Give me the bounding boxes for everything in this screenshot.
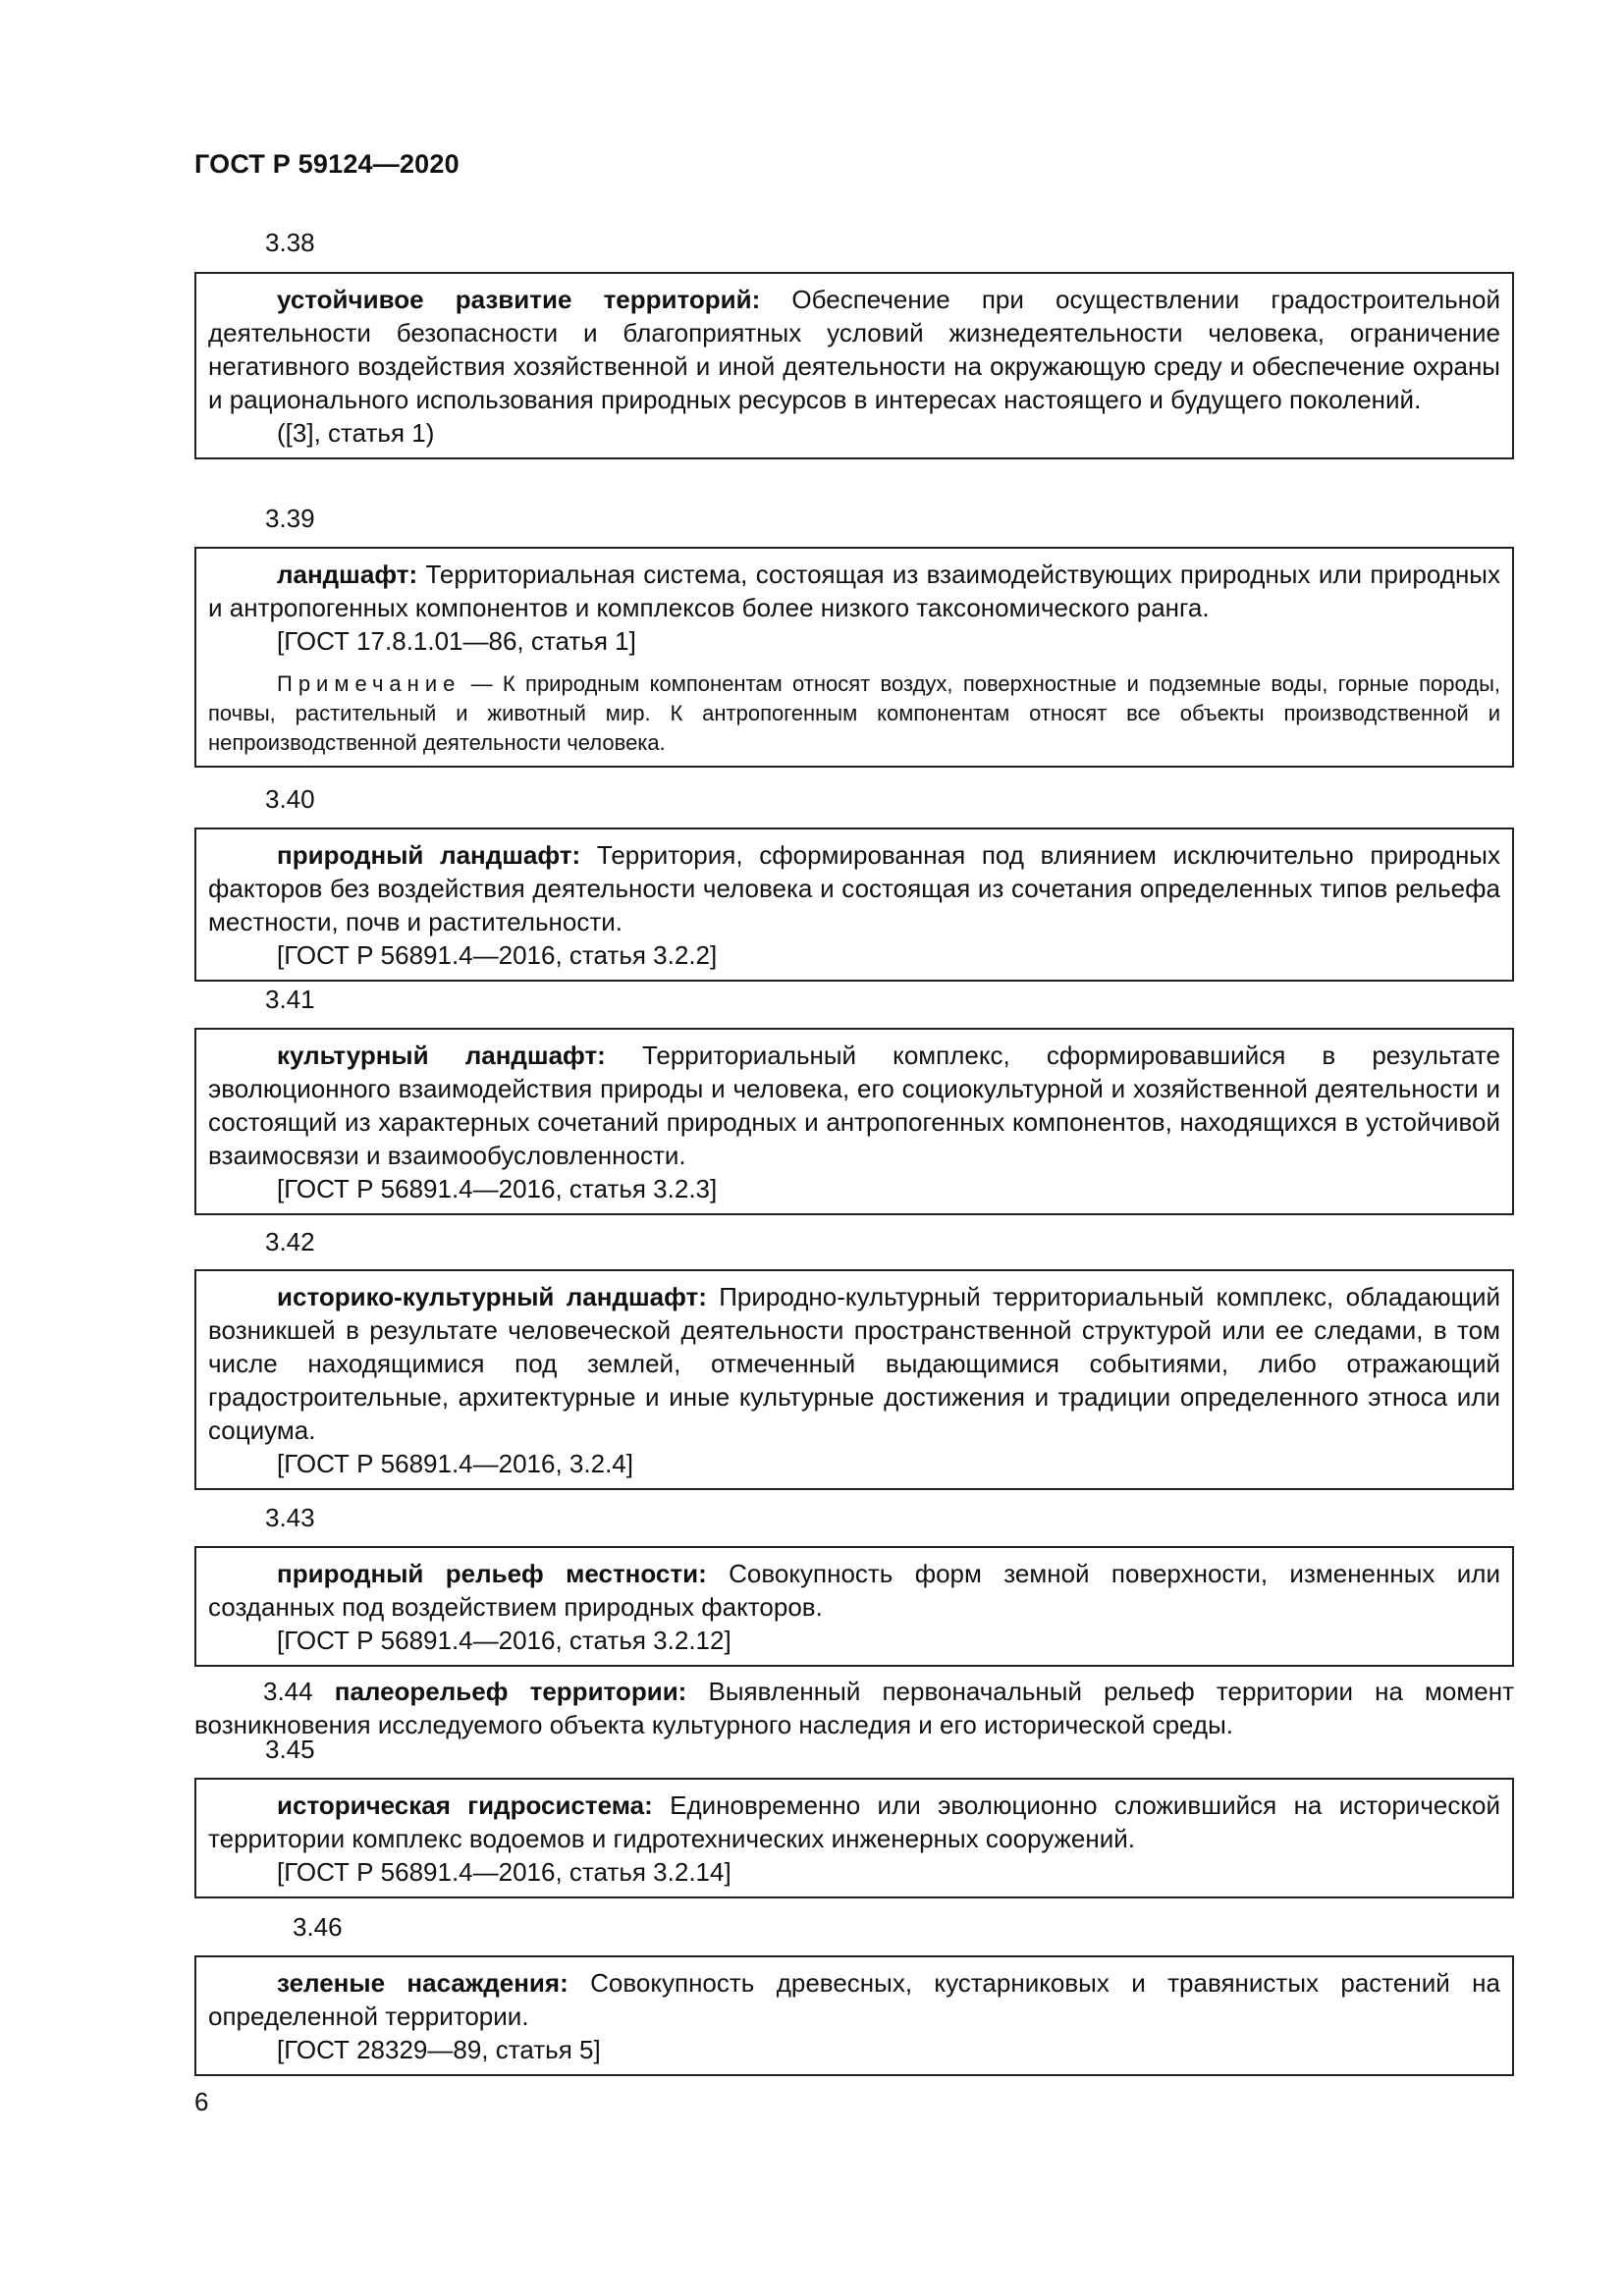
entry-number: 3.41 xyxy=(265,985,315,1014)
definition: Территориальный комплекс, сформировавшийся в результате эволюционного взаимодействия природы и человека, его социокультурной и хозяйственной деятельности и состоящий из характерных сочетаний природных и антропогенных компонентов, находящихся в устойчивой взаимосвязи и взаимообусловленности. xyxy=(208,1041,1500,1170)
page-number: 6 xyxy=(194,2087,209,2116)
source-reference: [ГОСТ Р 56891.4—2016, статья 3.2.2] xyxy=(277,940,718,970)
definition: Единовременно или эволюционно сложившийся на исторической территории комплекс водоемов и гидротехнических инженерных сооружений. xyxy=(208,1790,1500,1853)
note-text xyxy=(208,669,1500,758)
source-reference: [ГОСТ Р 56891.4—2016, статья 3.2.14] xyxy=(277,1857,731,1887)
entry-number: 3.38 xyxy=(265,228,315,257)
definition-box xyxy=(194,1546,1514,1667)
definition-text xyxy=(208,838,1500,938)
entry-number: 3.43 xyxy=(265,1503,315,1532)
definition-box xyxy=(194,1778,1514,1898)
definition: Выявленный первоначальный рельеф территории на момент возникновения исследуемого объекта культурного наследия и его исторической среды. xyxy=(194,1677,1514,1739)
document-header: ГОСТ Р 59124—2020 xyxy=(194,149,460,179)
definition-text xyxy=(208,1557,1500,1624)
definition-text xyxy=(208,283,1500,416)
term: культурный ландшафт: xyxy=(277,1041,606,1070)
definition-text xyxy=(208,1039,1500,1172)
definition: Территория, сформированная под влиянием исключительно природных факторов без воздействия деятельности человека и состоящая из сочетания определенных типов рельефа местности, почв и растительности. xyxy=(208,840,1500,936)
definition-text xyxy=(208,1789,1500,1855)
definition-box xyxy=(194,1955,1514,2076)
term: ландшафт: xyxy=(277,560,418,589)
definition-text xyxy=(208,1966,1500,2033)
term: историко-культурный ландшафт: xyxy=(277,1282,707,1311)
definition-text xyxy=(208,1280,1500,1447)
definition-box xyxy=(194,828,1514,982)
definition: Природно-культурный территориальный комплекс, обладающий возникшей в результате человеческой деятельности пространственной структурой или ее следами, в том числе находящимися под землей, отмеченный выдающимися событиями, либо отражающий градостроительные, архитектурные и иные культурные достижения и традиции определенного этноса или социума. xyxy=(208,1282,1501,1445)
entry-number: 3.46 xyxy=(293,1912,343,1942)
source-reference: [ГОСТ Р 56891.4—2016, статья 3.2.3] xyxy=(277,1174,718,1203)
term: природный ландшафт: xyxy=(277,840,581,870)
definition: Совокупность форм земной поверхности, измененных или созданных под воздействием природных факторов. xyxy=(208,1559,1500,1622)
term: палеорельеф территории: xyxy=(334,1677,687,1706)
definition: Обеспечение при осуществлении градостроительной деятельности безопасности и благоприятных условий жизнедеятельности человека, ограничение негативного воздействия хозяйственной и иной деятельности на окружающую среду и обеспечение охраны и рационального использования природных ресурсов в интересах настоящего и будущего поколений. xyxy=(208,285,1501,414)
entry-number: 3.42 xyxy=(265,1227,315,1256)
free-definition xyxy=(194,1675,1514,1741)
term: устойчивое развитие территорий: xyxy=(277,285,761,314)
entry-number: 3.45 xyxy=(265,1735,315,1764)
definition-box xyxy=(194,1269,1514,1490)
definition-box xyxy=(194,272,1514,459)
term: природный рельеф местности: xyxy=(277,1559,707,1588)
definition-text xyxy=(194,1675,1514,1741)
source-reference: [ГОСТ Р 56891.4—2016, 3.2.4] xyxy=(277,1449,633,1478)
term: зеленые насаждения: xyxy=(277,1968,568,1998)
entry-number-inline: 3.44 xyxy=(263,1677,313,1706)
note-label: Примечание xyxy=(277,671,461,696)
definition: Совокупность древесных, кустарниковых и травянистых растений на определенной территории. xyxy=(208,1968,1500,2031)
source-reference: ([3], статья 1) xyxy=(277,418,435,448)
term: историческая гидросистема: xyxy=(277,1790,653,1820)
definition: Территориальная система, состоящая из взаимодействующих природных или природных и антропогенных компонентов и комплексов более низкого таксономического ранга. xyxy=(208,560,1500,622)
source-reference: [ГОСТ Р 56891.4—2016, статья 3.2.12] xyxy=(277,1626,731,1655)
definition-box xyxy=(194,1028,1514,1215)
definition-text xyxy=(208,558,1500,624)
entry-number: 3.39 xyxy=(265,504,315,533)
entry-number: 3.40 xyxy=(265,784,315,814)
definition-box xyxy=(194,547,1514,768)
source-reference: [ГОСТ 17.8.1.01—86, статья 1] xyxy=(277,626,636,656)
source-reference: [ГОСТ 28329—89, статья 5] xyxy=(277,2035,601,2064)
note-body: — К природным компонентам относят воздух, поверхностные и подземные воды, горные породы, почвы, растительный и животный мир. К антропогенным компонентам относят все объекты производственной и непроизводственной деятельности человека. xyxy=(208,671,1500,755)
